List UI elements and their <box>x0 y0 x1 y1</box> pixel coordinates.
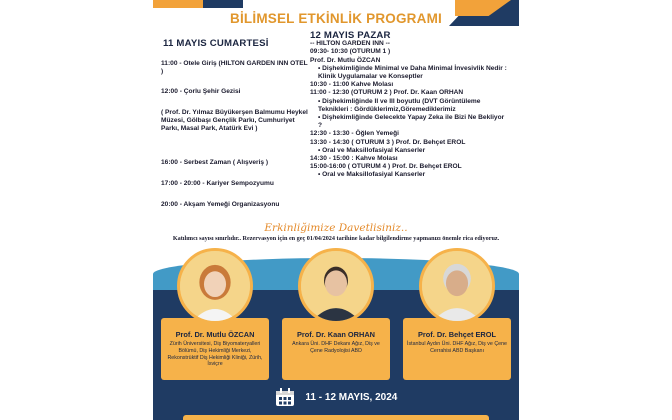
day1-item: ( Prof. Dr. Yılmaz Büyükerşen Balmumu Heykel Müzesi, Gölbaşı Gençlik Parkı, Cumhuriyet Parkı, Masal Park, Atatürk Evi ) <box>161 109 308 133</box>
speaker-card <box>403 318 511 380</box>
day2-column <box>310 32 510 180</box>
program-title: BİLİMSEL ETKİNLİK PROGRAMI <box>230 11 442 26</box>
day2-line: 11:00 - 12:30 (OTURUM 2 ) Prof. Dr. Kaan ORHAN <box>310 89 464 97</box>
day2-topic: • Oral ve Maksillofasiyal Kanserler <box>310 147 510 155</box>
day2-topic: • Oral ve Maksillofasiyal Kanserler <box>310 171 510 179</box>
top-left-orange-stripe <box>153 0 203 8</box>
day1-item: 12:00 - Çorlu Şehir Gezisi <box>161 88 241 95</box>
day2-venue: -- HILTON GARDEN INN -- <box>310 40 390 48</box>
speaker-affiliation: Ankara Üni. DHF Dekanı Ağız, Diş ve Çene Radyolojisi ABD <box>292 341 380 354</box>
speaker-name: Prof. Dr. Behçet EROL <box>417 330 497 339</box>
speaker-card <box>282 318 390 380</box>
day1-column <box>161 38 311 208</box>
reservation-note: Katılımcı sayısı sınırlıdır.. Rezervasyon için en geç 01/04/2024 tarihine kadar bilgilendirme yapmanızı önemle rica ediyoruz. <box>172 235 500 242</box>
speaker-photo <box>298 248 374 324</box>
speaker-name: Prof. Dr. Mutlu ÖZCAN <box>175 330 255 339</box>
day1-item: 20:00 - Akşam Yemeği Organizasyonu <box>161 201 280 208</box>
speaker-affiliation: İstanbul Aydın Üni. DHF Ağız, Diş ve Çene Cerrahisi ABD Başkanı <box>407 341 508 354</box>
day2-topic: • Dişhekimliğinde Minimal ve Daha Minimal İnvesivlik Nedir : Klinik Uygulamalar ve Konseptler <box>310 65 510 81</box>
speaker-photo <box>419 248 495 324</box>
speaker-affiliation: Zürih Üniversitesi, Diş Biyomateryalleri Bölümü, Diş Hekimliği Merkezi, Rekonstrüktif Diş Hekimliği Kliniği, Zürih, İsviçre <box>167 341 263 368</box>
calendar-icon <box>275 388 295 407</box>
event-poster <box>153 0 519 420</box>
invite-text: Erkinliğimize Davetlisiniz.. <box>264 222 408 234</box>
day2-line: Prof. Dr. Mutlu ÖZCAN <box>310 56 381 64</box>
day1-item: 11:00 - Otele Giriş (HILTON GARDEN INN OTEL ) <box>161 60 308 76</box>
day2-line: 09:30- 10:30 (OTURUM 1 ) <box>310 48 391 56</box>
day2-line: 10:30 - 11:00 Kahve Molası <box>310 81 394 89</box>
day1-heading: 11 MAYIS CUMARTESİ <box>163 38 269 49</box>
event-date-text: 11 - 12 MAYIS, 2024 <box>305 392 398 403</box>
speaker-name: Prof. Dr. Kaan ORHAN <box>296 330 376 339</box>
day1-item: 16:00 - Serbest Zaman ( Alışveriş ) <box>161 159 269 166</box>
day2-topic: • Dişhekimliğinde II ve III boyutlu (DVT Görüntüleme Teknikleri : Gördüklerimiz,Göremediklerimiz <box>310 98 510 114</box>
event-date <box>153 388 519 407</box>
day2-line: 13:30 - 14:30 ( OTURUM 3 ) Prof. Dr. Behçet EROL <box>310 138 466 146</box>
bottom-orange-strip <box>183 415 489 420</box>
day2-heading: 12 MAYIS PAZAR <box>310 30 391 41</box>
speaker-card <box>161 318 269 380</box>
day2-topic: • Dişhekimliğinde Gelecekte Yapay Zeka ile Bizi Ne Bekliyor ? <box>310 114 510 130</box>
day2-line: 15:00-16:00 ( OTURUM 4 ) Prof. Dr. Behçet EROL <box>310 163 462 171</box>
day1-item: 17:00 - 20:00 - Kariyer Sempozyumu <box>161 180 274 187</box>
speaker-photo <box>177 248 253 324</box>
day2-line: 14:30 - 15:00 : Kahve Molası <box>310 155 398 163</box>
day2-line: 12:30 - 13:30 - Öğlen Yemeği <box>310 130 399 138</box>
